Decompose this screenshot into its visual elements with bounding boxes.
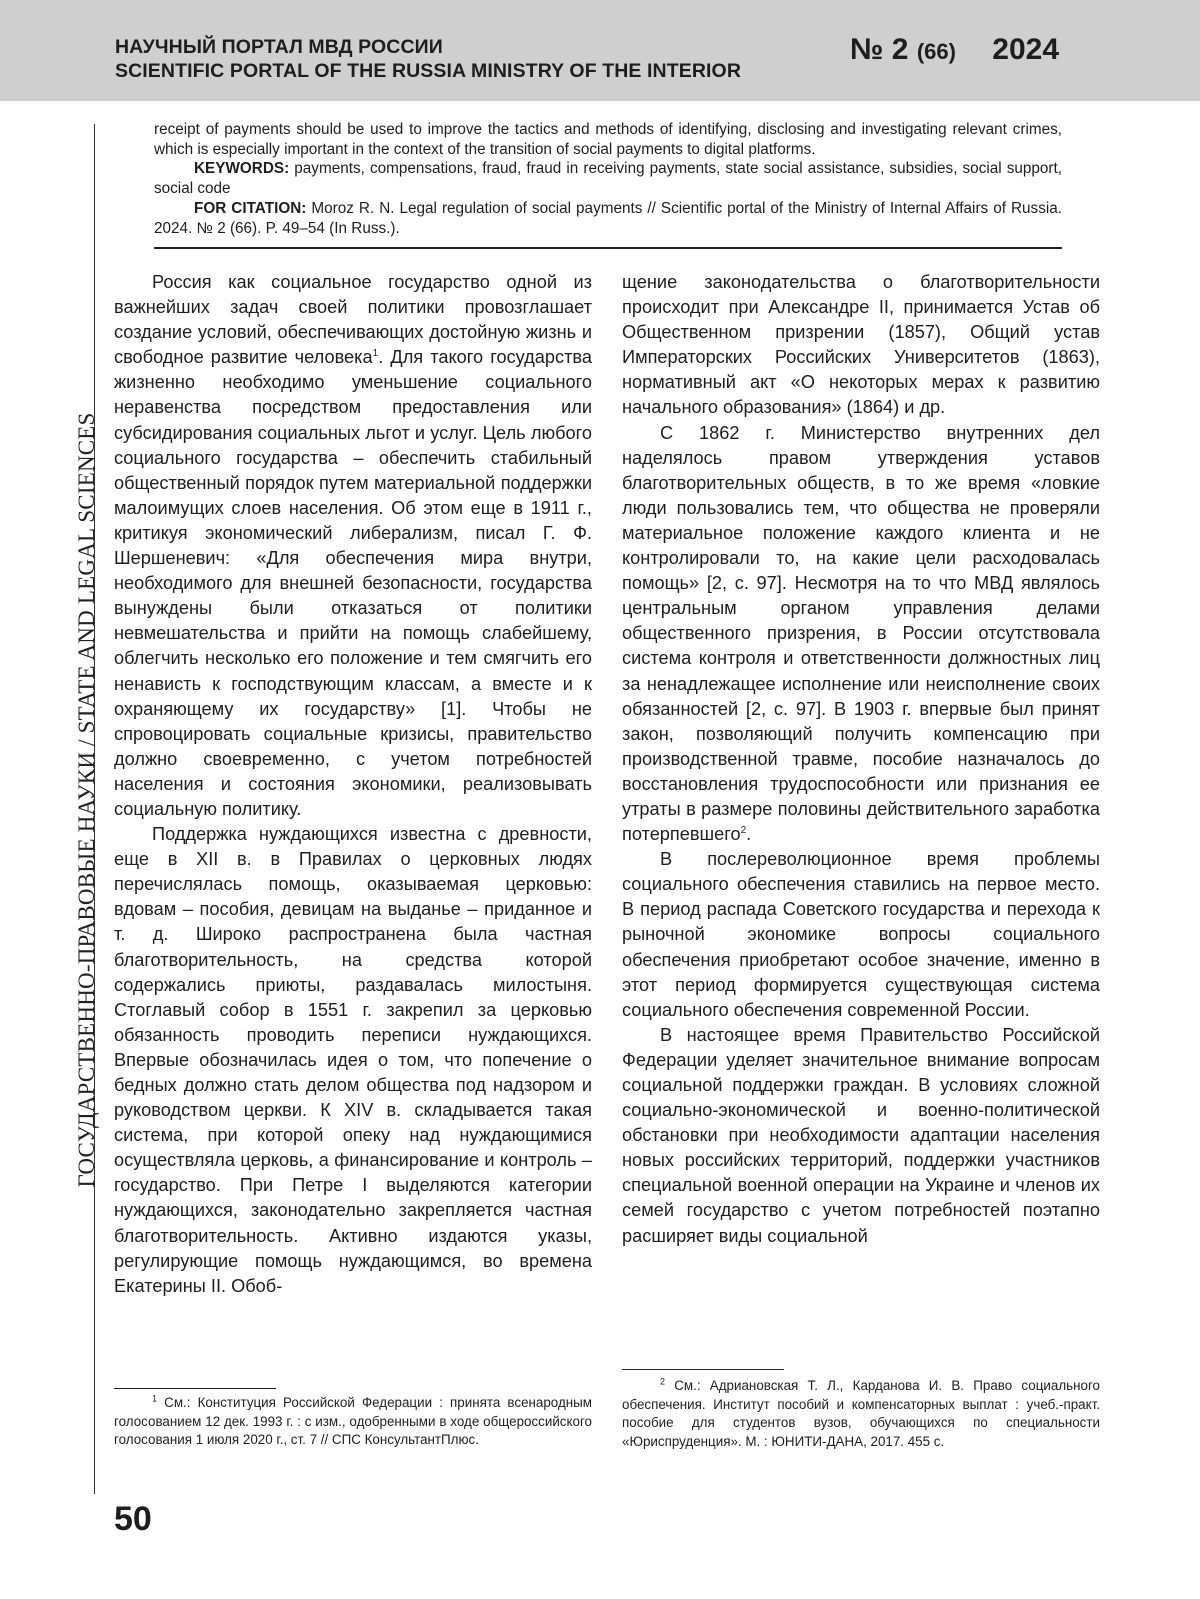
section-title-vertical: ГОСУДАРСТВЕННО-ПРАВОВЫЕ НАУКИ / STATE AND LEGAL SCIENCES (74, 412, 99, 1188)
left-column (114, 270, 592, 1299)
citation-text: Moroz R. N. Legal regulation of social payments // Scientific portal of the Ministry of Internal Affairs of Russia. 2024. № 2 (66). P. 49–54 (In Russ.). (154, 199, 1062, 237)
keywords-text: payments, compensations, fraud, fraud in receiving payments, state social assistance, subsidies, social support, social code (154, 160, 1063, 198)
paragraph (114, 270, 592, 822)
page-number: 50 (114, 1500, 152, 1538)
citation-label: FOR CITATION: (194, 199, 307, 217)
journal-title-ru: НАУЧНЫЙ ПОРТАЛ МВД РОССИИ (115, 36, 443, 58)
footnote-divider (114, 1388, 276, 1389)
footnote-text: См.: Адриановская Т. Л., Карданова И. В. Право социального обеспечения. Институт пособий и компенсаторных выплат : учеб.-практ. пособие для студентов вузов, обучающихся по специальности «Юриспруденция». М. : ЮНИТИ-ДАНА, 2017. 455 с. (622, 1378, 1100, 1449)
right-column (622, 270, 1100, 1249)
keywords-label: KEYWORDS: (194, 160, 290, 178)
paragraph-text: Россия как социальное государство одной из важнейших задач своей политики провозглашает создание условий, обеспечивающих достойную жизнь и свободное развитие человека (114, 272, 592, 368)
paragraph (622, 421, 1100, 848)
footnote-mark: 2 (660, 1376, 666, 1387)
footnote-ref: 1 (372, 348, 379, 360)
issue-info (850, 33, 1059, 67)
keywords (154, 159, 1062, 198)
issue-total: (66) (916, 39, 956, 64)
journal-title-en: SCIENTIFIC PORTAL OF THE RUSSIA MINISTRY OF THE INTERIOR (115, 60, 742, 82)
paragraph-text: . Для такого государства жизненно необходимо уменьшение социального неравенства посредством предоставления или субсидирования социальных льгот и услуг. Цель любого социального государства – обеспечить стабильный общественный порядок путем материальной поддержки малоимущих слоев населения. Об этом еще в 1911 г., критикуя экономический либерализм, писал Г. Ф. Шершеневич: «Для обеспечения мира внутри, необходимого для внешней безопасности, государства вынуждены были отказаться от политики невмешательства и прийти на помощь слабейшему, облегчить несколько его положение и тем смягчить его ненависть к господствующим классам, а вместе и к охраняющему их государству» [1]. Чтобы не спровоцировать социальные кризисы, правительство должно своевременно, с учетом потребностей населения и состояния экономики, реализовывать социальную политику. (114, 347, 592, 819)
abstract-divider (154, 247, 1062, 249)
footnote-divider (622, 1369, 784, 1370)
footnote-text: См.: Конституция Российской Федерации : принята всенародным голосованием 12 дек. 1993 г. : с изм., одобренными в ходе общероссийского голосования 1 июля 2020 г., ст. 7 // СПС КонсультантПлюс. (114, 1395, 592, 1448)
footnote-1 (114, 1394, 592, 1450)
footnote-ref: 2 (740, 825, 747, 836)
citation (154, 199, 1062, 238)
journal-header (0, 0, 1200, 101)
paragraph: щение законодательства о благотворительности происходит при Александре II, принимается Устав об Общественном призрении (1857), Общий устав Императорских Российских Университетов (1863), нормативный акт «О некоторых мерах к развитию начального образования» (1864) и др. (622, 272, 1100, 418)
abstract-block (154, 120, 1062, 238)
footnote-2 (622, 1377, 1100, 1451)
paragraph-text: С 1862 г. Министерство внутренних дел наделялось правом утверждения уставов благотворительных обществ, в то же время «ловкие люди пользовались тем, что общества не проверяли материальное положение каждого клиента и не контролировали то, на какие цели расходовалась помощь» [2, с. 97]. Несмотря на то что МВД являлось центральным органом управления делами общественного призрения, в России отсутствовала система контроля и ответственности должностных лиц за ненадлежащее исполнение или неисполнение своих обязанностей [2, с. 97]. В 1903 г. впервые был принят закон, позволяющий получить компенсацию при производственной травме, пособие назначалось до восстановления трудоспособности или признания ее утраты в размере половины действительного заработка потерпевшего (622, 422, 1100, 845)
issue-year: 2024 (992, 33, 1060, 66)
abstract-text: receipt of payments should be used to improve the tactics and methods of identifying, disclosing and investigating relevant crimes, which is especially important in the context of the transition of social payments to digital platforms. (154, 121, 1062, 158)
footnote-mark: 1 (152, 1393, 158, 1404)
paragraph: Поддержка нуждающихся известна с древности, еще в XII в. в Правилах о церковных людях перечислялась помощь, оказываемая церковью: вдовам – пособия, девицам на выданье – приданное и т. д. Широко распространена была частная благотворительность, на средства которой содержались приюты, раздавалась милостыня. Стоглавый собор в 1551 г. закрепил за церковью обязанность проводить переписи нуждающихся. Впервые обозначилась идея о том, что попечение о бедных должно стать делом общества под надзором и руководством церкви. К XIV в. складывается такая система, при которой опеку над нуждающимися осуществляла церковь, а финансирование и контроль – государство. При Петре I выделяются категории нуждающихся, законодательно закрепляется частная благотворительность. Активно издаются указы, регулирующие помощь нуждающимся, во времена Екатерины II. Обоб- (114, 824, 592, 1296)
paragraph: В послереволюционное время проблемы социального обеспечения ставились на первое место. В период распада Советского государства и перехода к рыночной экономике вопросы социального обеспечения приобретают особое значение, именно в этот период формируется существующая система социального обеспечения современной России. (622, 849, 1100, 1020)
paragraph-text: . (746, 824, 752, 845)
paragraph: В настоящее время Правительство Российской Федерации уделяет значительное внимание вопросам социальной поддержки граждан. В условиях сложной социально-экономической и военно-политической обстановки при необходимости адаптации населения новых российских территорий, поддержки участников специальной военной операции на Украине и членов их семей государство с учетом потребностей поэтапно расширяет виды социальной (622, 1024, 1100, 1246)
issue-number: № 2 (850, 33, 909, 66)
